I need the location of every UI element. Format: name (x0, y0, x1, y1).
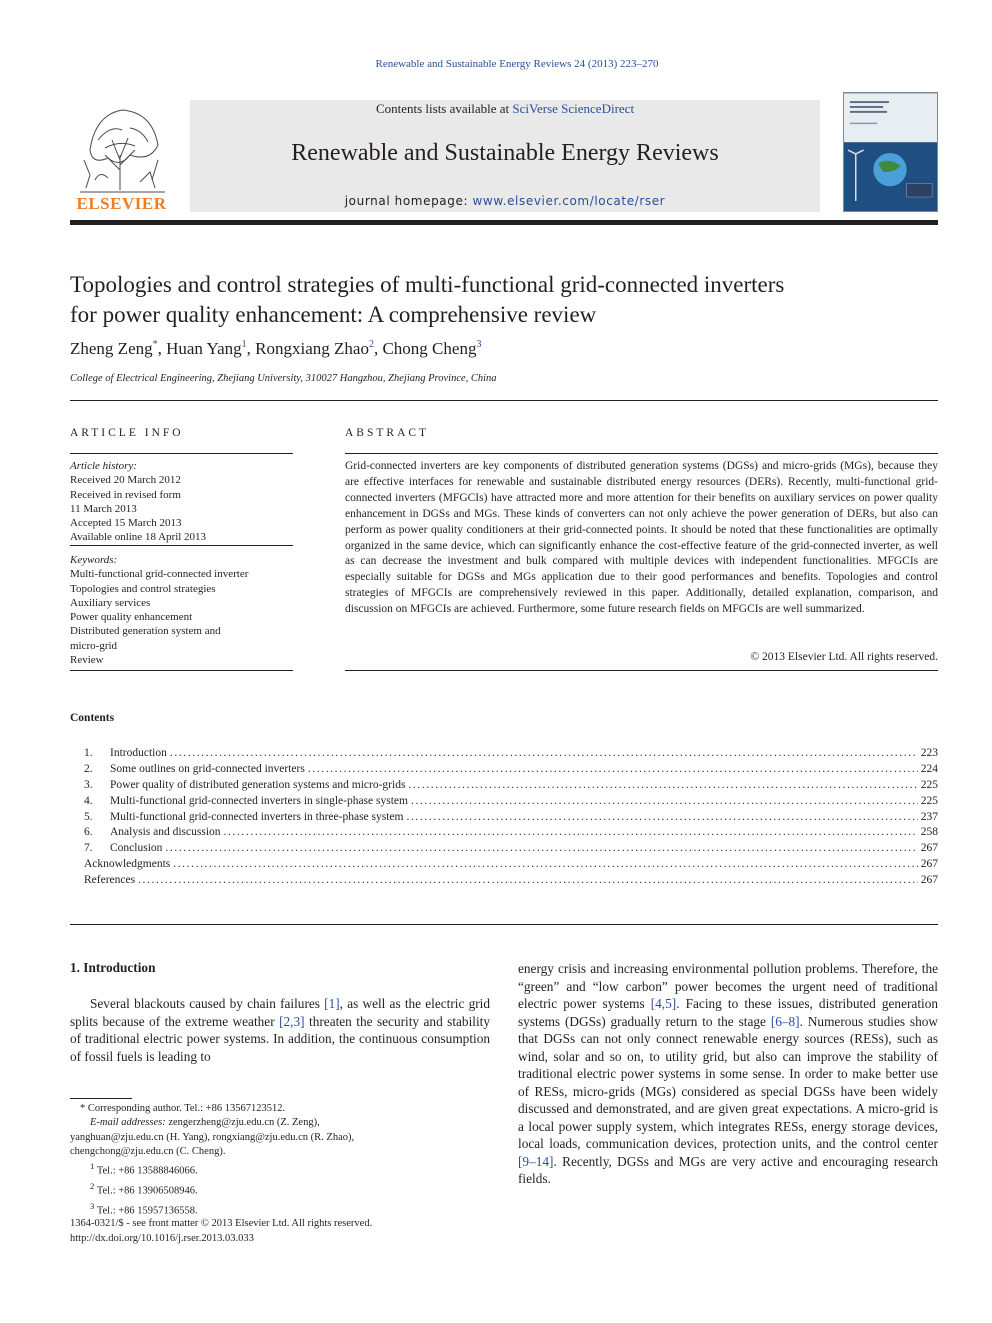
journal-cover-image[interactable] (843, 92, 938, 212)
header-divider (70, 220, 938, 225)
reference-link[interactable]: [2,3] (279, 1013, 305, 1029)
reference-link[interactable]: [4,5] (650, 996, 677, 1011)
journal-citation[interactable]: Renewable and Sustainable Energy Reviews 24 (2013) 223–270 (375, 58, 659, 70)
keyword: micro-grid (70, 639, 118, 652)
reference-link[interactable]: [9–14] (518, 1153, 554, 1169)
toc-entry[interactable]: 5. Multi-functional grid-connected inverters in three-phase system ..... 237 (84, 811, 938, 827)
journal-homepage: journal homepage: www.elsevier.com/locate/rser (344, 194, 666, 208)
divider (345, 670, 938, 671)
author[interactable]: Zheng Zeng* (70, 339, 158, 358)
footnote-rule (70, 1098, 132, 1099)
keyword: Topologies and control strategies (70, 582, 216, 595)
intro-paragraph-right: energy crisis and increasing environmental pollution problems. Therefore, the “green” and “low carbon” power becomes the urgent need of traditional electric power systems [4,5]. Facing to these issues, distributed generation systems (DGSs) gradually return to the stage [6–8]. Numerous studies show that DGSs can not only connect renewable energy sources (RESs), such as wind, solar and so on, to utility grid, but also can improve the stability of traditional electric power systems in some sense. In order to make better use of RESs, micro-grids (MGs) considered as special DGSs have been widely discussed and demonstrated, and are given great expectations. A micro-grid is a local power supply system, which integrates RESs, energy storage devices, local loads, communication devices, protection units, and the control center [9–14]. Recently, DGSs and MGs are very active and encouraging research fields. (518, 961, 939, 1186)
journal-title: Renewable and Sustainable Energy Reviews (291, 140, 719, 166)
author[interactable]: Rongxiang Zhao$^2$ (255, 339, 374, 358)
toc-entry[interactable]: 6. Analysis and discussion ..... 258 (84, 826, 938, 842)
article-info-heading: ARTICLE INFO (70, 427, 184, 439)
keyword: Review (70, 654, 104, 667)
divider (70, 924, 938, 925)
reference-link[interactable]: [6–8] (770, 1013, 800, 1029)
author[interactable]: Chong Cheng$^3$ (382, 339, 482, 358)
abstract-text: Grid-connected inverters are key components of distributed generation systems (DGSs) and micro-grids (MGs), because they are effective interfaces for renewable and sustainable distributed energy resources (DERs). Recently, multi-functional grid-connected inverters (MFGCIs) have attracted more and more attention for their benefits on auxiliary services on power quality enhancement in DGSs and MGs. These kinds of converters can not only achieve the power generation of DERs, but also can perform as power quality conditioners at their grid-connected points. It should be noted that these functionalities are optimally organized in the same device, which can significantly enhance the cost-effective feature of the grid-connected inverter, as well as can decrease the investment and bulk compared with multiple devices with independent functionalities. MFGCIs are especially suitable for DGSs and MGs application due to their good performances and benefits. Topologies and control strategies of MFGCIs are comprehensively reviewed in this paper. Additionally, detailed explanation, comparison, and discussion on MFGCIs are achieved. Furthermore, some future research fields on MFGCIs are well summarized. (345, 460, 938, 616)
elsevier-wordmark: ELSEVIER (76, 194, 167, 213)
author[interactable]: Huan Yang$^1$ (166, 339, 247, 358)
divider (70, 453, 293, 454)
toc-entry[interactable]: 3. Power quality of distributed generation systems and micro-grids ..... 225 (84, 779, 938, 795)
sciencedirect-link[interactable]: SciVerse ScienceDirect (512, 101, 635, 116)
reference-link[interactable]: [1] (324, 996, 340, 1011)
toc-entry[interactable]: Acknowledgments ..... 267 (84, 858, 938, 874)
keyword: Distributed generation system and (70, 625, 221, 638)
homepage-link[interactable]: www.elsevier.com/locate/rser (472, 194, 666, 208)
page-footer: 1364-0321/$ - see front matter © 2013 Elsevier Ltd. All rights reserved. http://dx.doi.org/10.1016/j.rser.2013.03.033 (70, 1218, 373, 1244)
affiliation: College of Electrical Engineering, Zhejiang University, 310027 Hangzhou, Zhejiang Province, China (70, 373, 497, 384)
author-list: Zheng Zeng*, Huan Yang$^1$, Rongxiang Zhao$^2$, Chong Cheng$^3$ (70, 339, 482, 358)
doi-link[interactable]: http://dx.doi.org/10.1016/j.rser.2013.03.033 (70, 1233, 254, 1244)
keyword: Multi-functional grid-connected inverter (70, 568, 249, 581)
keywords: Keywords: Multi-functional grid-connected inverter Topologies and control strategies Auxiliary services Power quality enhancement Distributed generation system and micro-grid Review (70, 553, 293, 667)
contents-heading: Contents (70, 712, 115, 724)
divider (70, 545, 293, 546)
article-history: Article history: Received 20 March 2012 Received in revised form 11 March 2013 Accepted 15 March 2013 Available online 18 April 2013 (70, 460, 207, 544)
toc-entry[interactable]: 1. Introduction ..... 223 (84, 747, 938, 763)
contents-available-line: Contents lists available at SciVerse ScienceDirect (375, 101, 635, 116)
section-heading-introduction: 1. Introduction (70, 960, 156, 975)
divider (70, 670, 293, 671)
toc-entry[interactable]: 7. Conclusion ..... 267 (84, 842, 938, 858)
keyword: Power quality enhancement (70, 611, 193, 624)
intro-paragraph-left: Several blackouts caused by chain failures [1], as well as the electric grid splits because of the extreme weather [2,3] threaten the security and stability of traditional electric power systems. In addition, the continuous consumption of fossil fuels is leading to (70, 996, 491, 1064)
footnotes: * Corresponding author. Tel.: +86 13567123512. E-mail addresses: zengerzheng@zju.edu.cn (Z. Zeng), yanghuan@zju.edu.cn (H. Yang), rongxiang@zju.edu.cn (R. Zhao), chengchong@zju.edu.cn (C. Cheng). $^1$ Tel.: +86 13588846066. $^2$ Tel.: +86 13906508946. $^3$ Tel.: +86 15957136558. (70, 1103, 355, 1217)
toc-entry[interactable]: 2. Some outlines on grid-connected inverters ..... 224 (84, 763, 938, 779)
divider (345, 453, 938, 454)
abstract-heading: ABSTRACT (345, 427, 430, 439)
divider (70, 400, 938, 401)
keyword: Auxiliary services (70, 596, 151, 609)
abstract-copyright: © 2013 Elsevier Ltd. All rights reserved. (750, 651, 938, 663)
toc-entry[interactable]: References ..... 267 (84, 874, 938, 890)
article-title: Topologies and control strategies of multi-functional grid-connected inverters for power quality enhancement: A comprehensive review (70, 272, 785, 327)
table-of-contents (84, 747, 938, 890)
toc-entry[interactable]: 4. Multi-functional grid-connected inverters in single-phase system ..... 225 (84, 795, 938, 811)
